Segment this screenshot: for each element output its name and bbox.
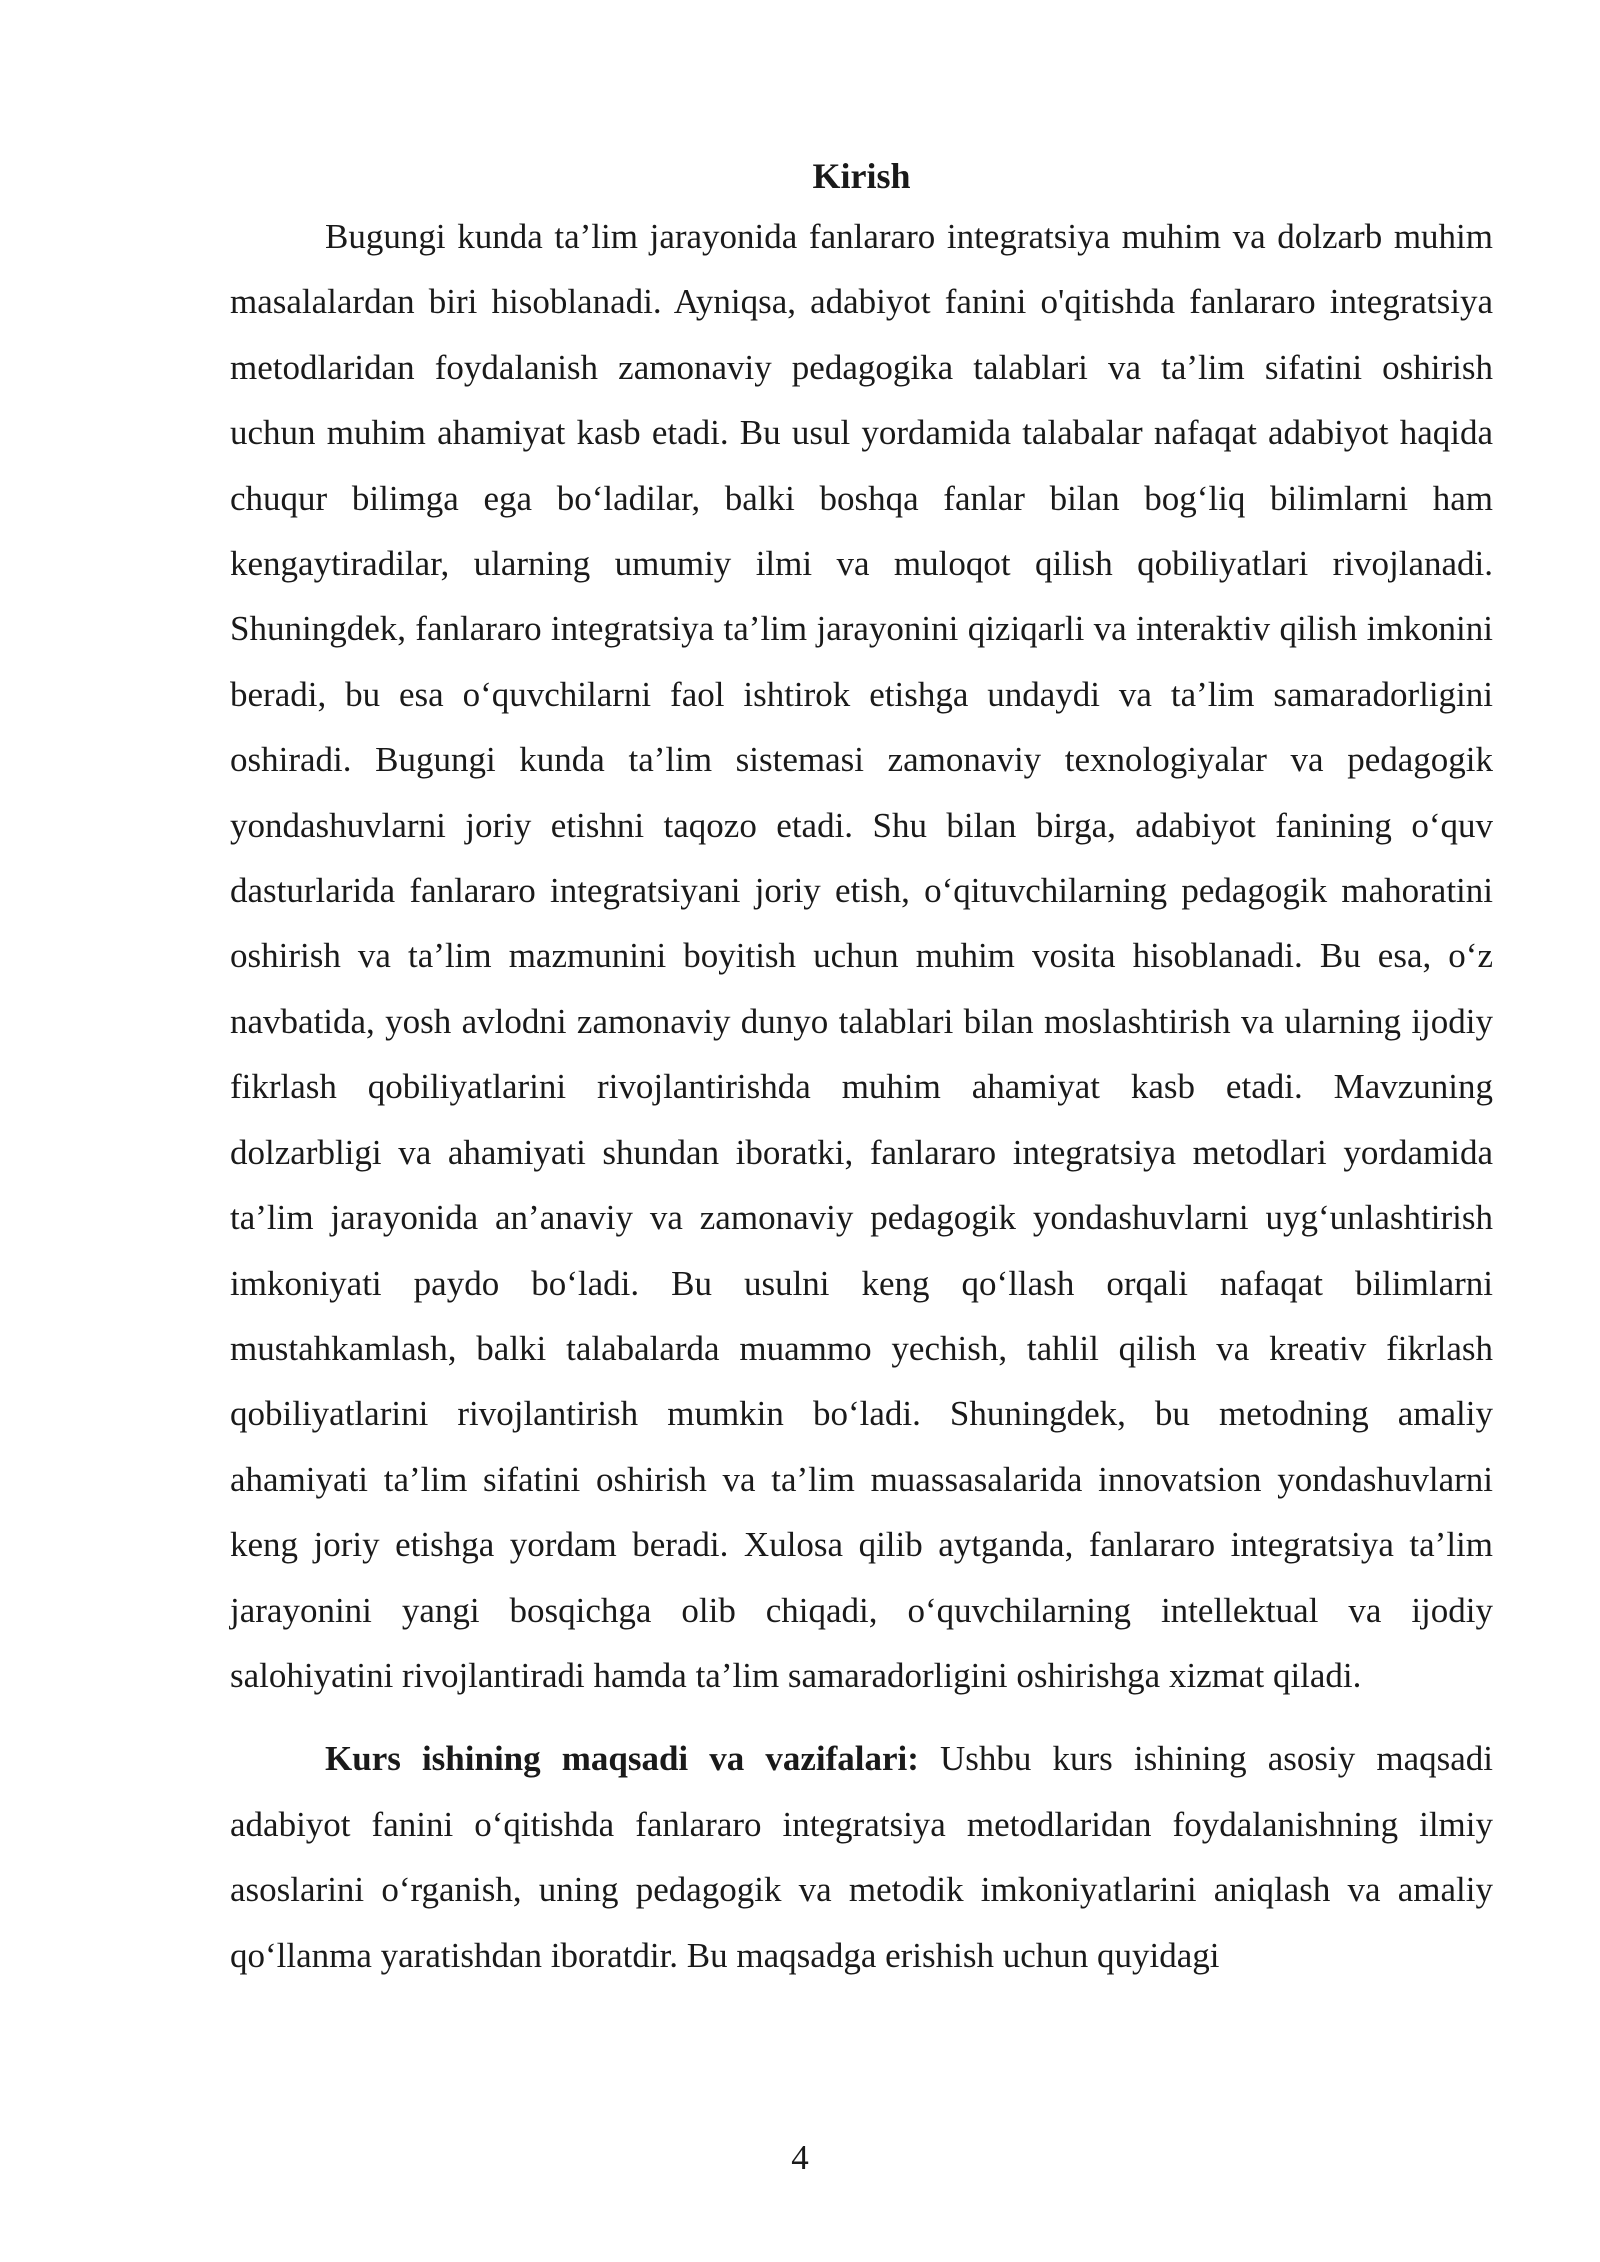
section-title: Kirish — [812, 156, 911, 196]
goals-text: Ushbu kurs ishining asosiy maqsadi adabiyot fanini o‘qitishda fanlararo integratsiya metodlaridan foydalanishning ilmiy asoslarini o‘rganish, uning pedagogik va metodik imkoniyatlarini aniqlash va amaliy qo‘llanma yaratishdan iboratdir. Bu maqsadga erishish uchun quyidagi — [230, 1739, 1493, 1975]
page-body — [230, 148, 1493, 1988]
page-number: 4 — [791, 2138, 809, 2177]
goals-paragraph — [230, 1726, 1493, 1988]
goals-heading: Kurs ishining maqsadi va vazifalari: — [325, 1739, 919, 1779]
intro-paragraph: Bugungi kunda ta’lim jarayonida fanlararo integratsiya muhim va dolzarb muhim masalalardan biri hisoblanadi. Ayniqsa, adabiyot fanini o'qitishda fanlararo integratsiya metodlaridan foydalanish zamonaviy pedagogika talablari va ta’lim sifatini oshirish uchun muhim ahamiyat kasb etadi. Bu usul yordamida talabalar nafaqat adabiyot haqida chuqur bilimga ega bo‘ladilar, balki boshqa fanlar bilan bog‘liq bilimlarni ham kengaytiradilar, ularning umumiy ilmi va muloqot qilish qobiliyatlari rivojlanadi. Shuningdek, fanlararo integratsiya ta’lim jarayonini qiziqarli va interaktiv qilish imkonini beradi, bu esa o‘quvchilarni faol ishtirok etishga undaydi va ta’lim samaradorligini oshiradi. Bugungi kunda ta’lim sistemasi zamonaviy texnologiyalar va pedagogik yondashuvlarni joriy etishni taqozo etadi. Shu bilan birga, adabiyot fanining o‘quv dasturlarida fanlararo integratsiyani joriy etish, o‘qituvchilarning pedagogik mahoratini oshirish va ta’lim mazmunini boyitish uchun muhim vosita hisoblanadi. Bu esa, o‘z navbatida, yosh avlodni zamonaviy dunyo talablari bilan moslashtirish va ularning ijodiy fikrlash qobiliyatlarini rivojlantirishda muhim ahamiyat kasb etadi. Mavzuning dolzarbligi va ahamiyati shundan iboratki, fanlararo integratsiya metodlari yordamida ta’lim jarayonida an’anaviy va zamonaviy pedagogik yondashuvlarni uyg‘unlashtirish imkoniyati paydo bo‘ladi. Bu usulni keng qo‘llash orqali nafaqat bilimlarni mustahkamlash, balki talabalarda muammo yechish, tahlil qilish va kreativ fikrlash qobiliyatlarini rivojlantirish mumkin bo‘ladi. Shuningdek, bu metodning amaliy ahamiyati ta’lim sifatini oshirish va ta’lim muassasalarida innovatsion yondashuvlarni keng joriy etishga yordam beradi. Xulosa qilib aytganda, fanlararo integratsiya ta’lim jarayonini yangi bosqichga olib chiqadi, o‘quvchilarning intellektual va ijodiy salohiyatini rivojlantiradi hamda ta’lim samaradorligini oshirishga xizmat qiladi. — [230, 217, 1493, 1695]
